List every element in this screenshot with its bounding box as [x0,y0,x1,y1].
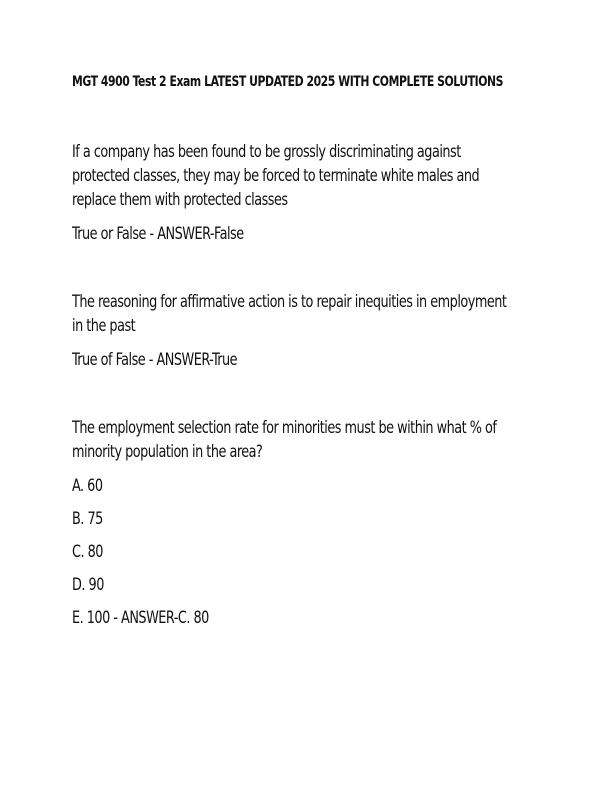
question-1-line-2: protected classes, they may be forced to terminate white males and [72,166,480,186]
question-1-line-1: If a company has been found to be grossly discriminating against [72,142,461,162]
question-3-option-d: D. 90 [72,575,104,595]
question-3-option-e-answer: E. 100 - ANSWER-C. 80 [72,608,209,628]
question-3 [72,416,526,630]
question-2-answer: True of False - ANSWER-True [72,350,238,370]
question-3-option-c: C. 80 [72,542,103,562]
question-3-line-1: The employment selection rate for minorities must be within what % of [72,418,497,438]
question-2-line-2: in the past [72,316,136,336]
question-2 [72,290,526,372]
question-1 [72,140,526,246]
question-3-line-2: minority population in the area? [72,442,263,462]
question-1-line-3: replace them with protected classes [72,190,288,210]
question-1-answer: True or False - ANSWER-False [72,224,244,244]
document-title: MGT 4900 Test 2 Exam LATEST UPDATED 2025 WITH COMPLETE SOLUTIONS [72,74,504,90]
question-3-option-b: B. 75 [72,509,103,529]
question-2-line-1: The reasoning for affirmative action is to repair inequities in employment [72,292,507,312]
question-3-option-a: A. 60 [72,476,103,496]
